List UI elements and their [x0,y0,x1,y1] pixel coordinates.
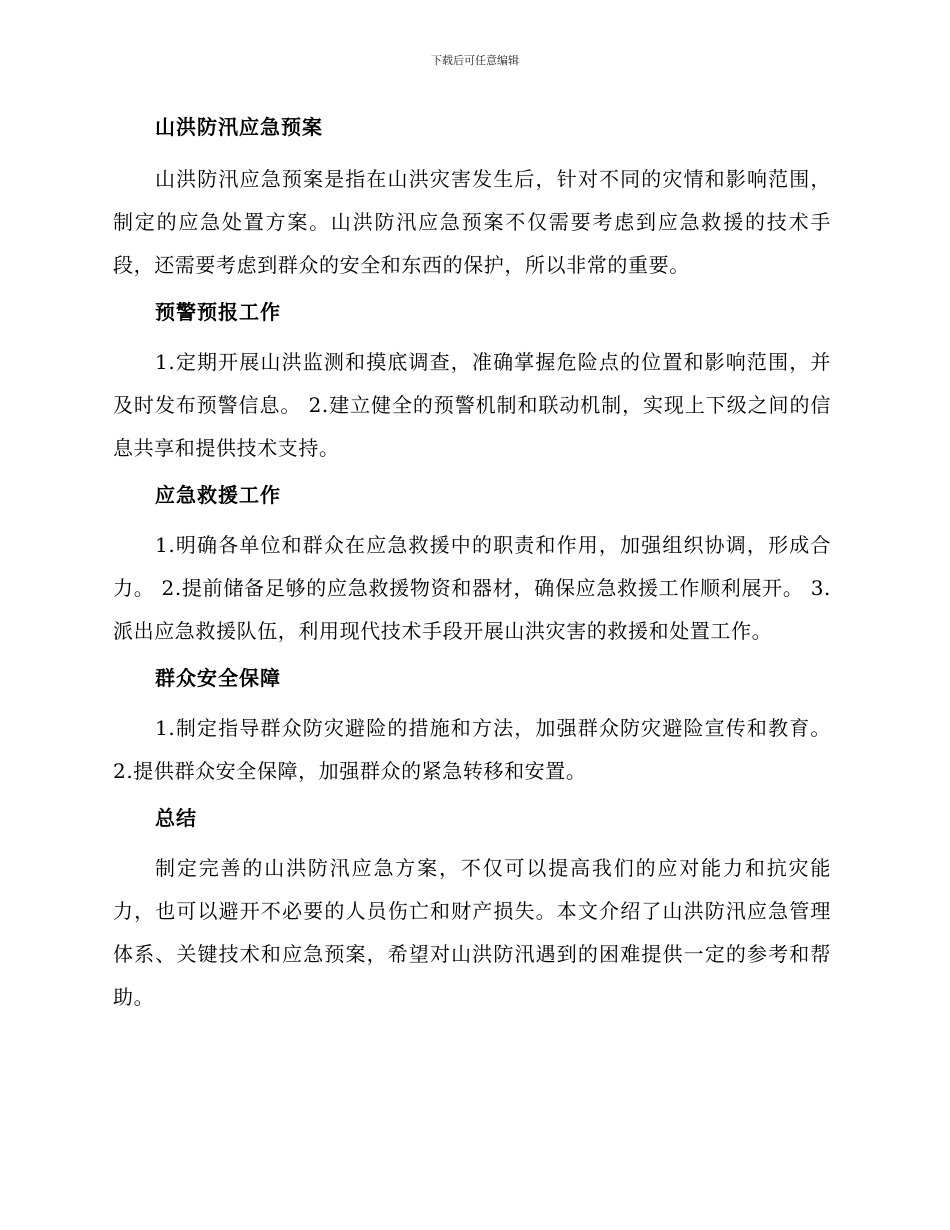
section-body-summary: 制定完善的山洪防汛应急方案，不仅可以提高我们的应对能力和抗灾能力，也可以避开不必要的人员伤亡和财产损失。本文介绍了山洪防汛应急管理体系、关键技术和应急预案，希望对山洪防汛遇到的困难提供一定的参考和帮助。 [113,856,831,1009]
section-body-warning: 1.定期开展山洪监测和摸底调查，准确掌握危险点的位置和影响范围，并及时发布预警信息。 2.建立健全的预警机制和联动机制，实现上下级之间的信息共享和提供技术支持。 [113,350,831,460]
section-heading-safety: 群众安全保障 [155,666,281,690]
section-heading-summary: 总结 [155,806,197,830]
intro-paragraph: 山洪防汛应急预案是指在山洪灾害发生后，针对不同的灾情和影响范围，制定的应急处置方案。山洪防汛应急预案不仅需要考虑到应急救援的技术手段，还需要考虑到群众的安全和东西的保护，所以非常的重要。 [113,167,831,277]
section-body-safety: 1.制定指导群众防灾避险的措施和方法，加强群众防灾避险宣传和教育。 2.提供群众安全保障，加强群众的紧急转移和安置。 [113,716,831,783]
section-body-rescue: 1.明确各单位和群众在应急救援中的职责和作用，加强组织协调，形成合力。 2.提前储备足够的应急救援物资和器材，确保应急救援工作顺利展开。 3.派出应急救援队伍，利用现代技术手段开展山洪灾害的救援和处置工作。 [113,533,831,643]
page-header-note: 下载后可任意编辑 [431,54,519,67]
section-heading-rescue: 应急救援工作 [155,483,281,507]
section-heading-warning: 预警预报工作 [155,300,281,324]
document-body [113,112,831,1019]
document-title: 山洪防汛应急预案 [155,115,323,139]
